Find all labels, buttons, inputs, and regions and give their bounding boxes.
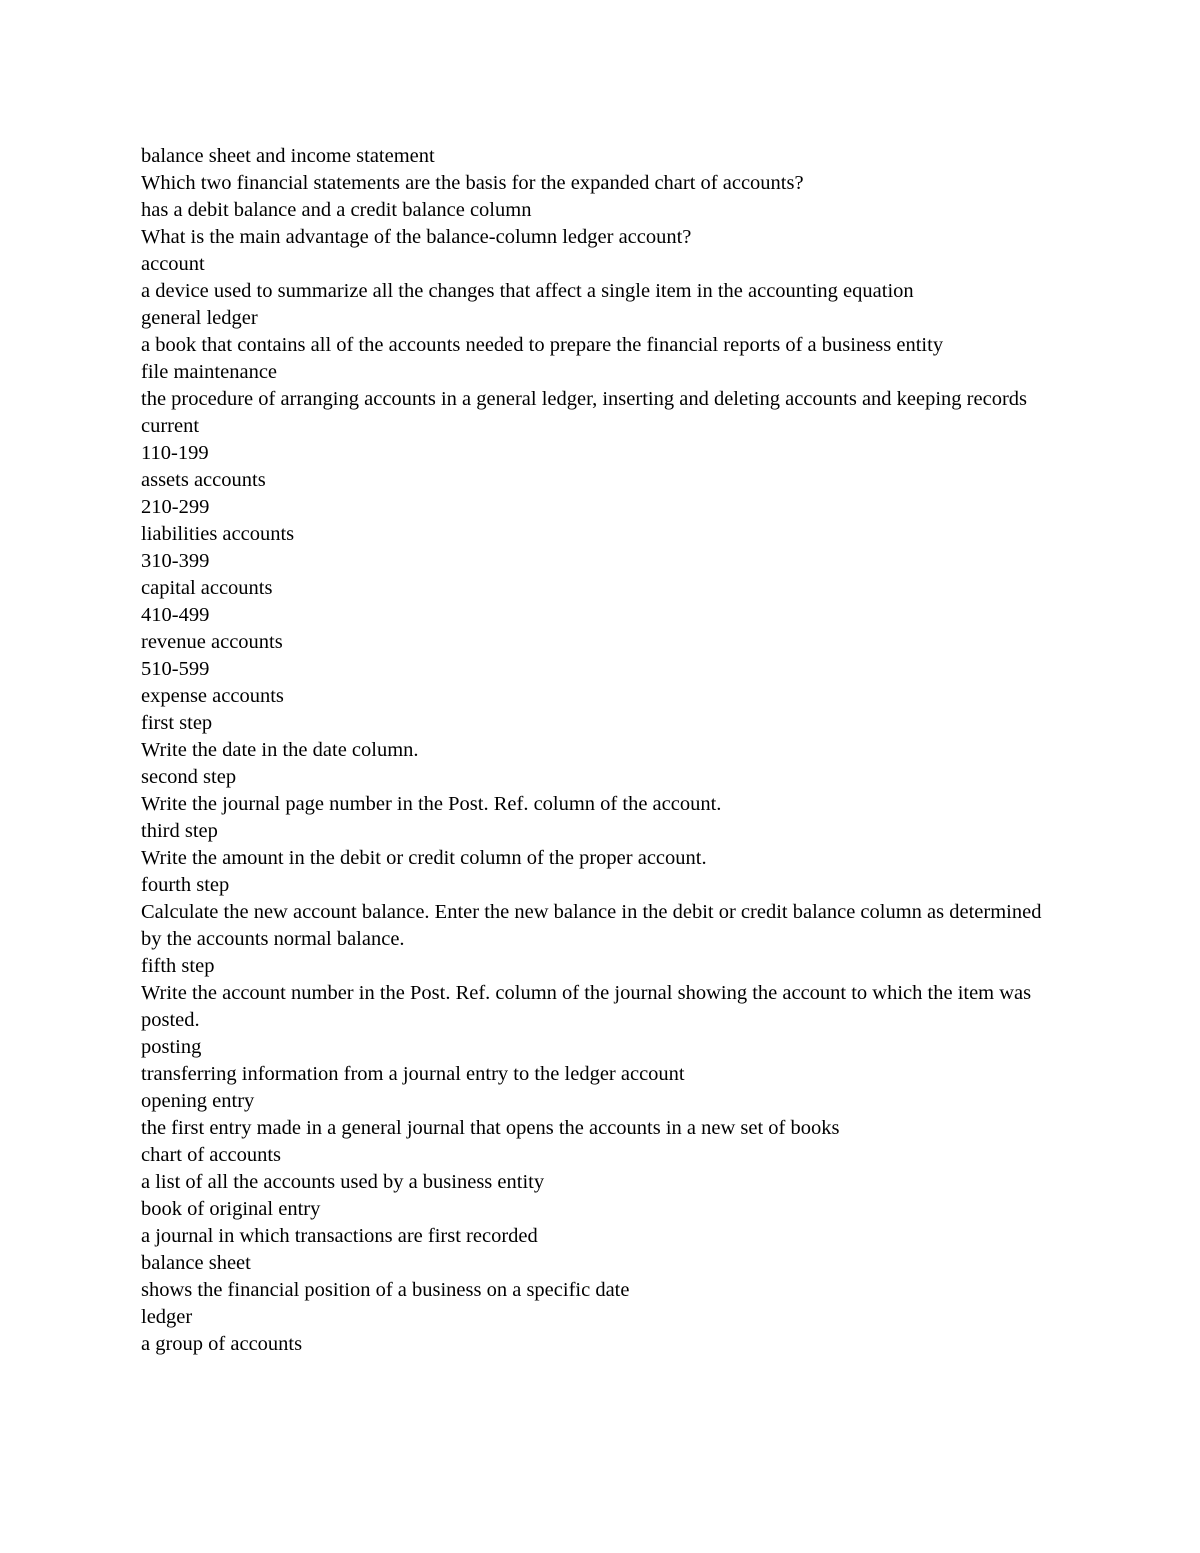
definition-line: Write the account number in the Post. Ref. column of the journal showing the account to which the item was posted. xyxy=(141,982,1032,1031)
term-line: ledger xyxy=(141,1306,193,1328)
term-line: fourth step xyxy=(141,874,230,896)
term-line: book of original entry xyxy=(141,1198,321,1220)
term-line: posting xyxy=(141,1036,202,1058)
definition-line: a journal in which transactions are first recorded xyxy=(141,1225,538,1247)
term-line: balance sheet and income statement xyxy=(141,145,435,167)
definition-line: a list of all the accounts used by a business entity xyxy=(141,1171,545,1193)
term-line: 310-399 xyxy=(141,550,210,572)
definition-line: assets accounts xyxy=(141,469,266,491)
definition-line: expense accounts xyxy=(141,685,284,707)
term-line: general ledger xyxy=(141,307,258,329)
definition-line: shows the financial position of a business on a specific date xyxy=(141,1279,630,1301)
term-line: 210-299 xyxy=(141,496,210,518)
definition-line: Write the journal page number in the Post. Ref. column of the account. xyxy=(141,793,722,815)
definition-line: revenue accounts xyxy=(141,631,283,653)
definition-line: capital accounts xyxy=(141,577,273,599)
definition-line: the procedure of arranging accounts in a general ledger, inserting and deleting accounts and keeping records current xyxy=(141,388,1028,437)
term-line: 110-199 xyxy=(141,442,209,464)
definition-line: transferring information from a journal entry to the ledger account xyxy=(141,1063,685,1085)
definition-line: a book that contains all of the accounts needed to prepare the financial reports of a business entity xyxy=(141,334,944,356)
term-line: 410-499 xyxy=(141,604,210,626)
term-line: account xyxy=(141,253,205,275)
definition-line: Calculate the new account balance. Enter the new balance in the debit or credit balance column as determined by the accounts normal balance. xyxy=(141,901,1042,950)
term-line: first step xyxy=(141,712,213,734)
term-line: third step xyxy=(141,820,218,842)
definition-line: a group of accounts xyxy=(141,1333,303,1355)
definition-line: liabilities accounts xyxy=(141,523,295,545)
term-line: has a debit balance and a credit balance column xyxy=(141,199,532,221)
term-line: second step xyxy=(141,766,237,788)
definition-line: Write the date in the date column. xyxy=(141,739,419,761)
definition-line: Write the amount in the debit or credit column of the proper account. xyxy=(141,847,707,869)
question-line: Which two financial statements are the basis for the expanded chart of accounts? xyxy=(141,172,804,194)
term-line: balance sheet xyxy=(141,1252,251,1274)
definition-line: a device used to summarize all the changes that affect a single item in the accounting equation xyxy=(141,280,914,302)
term-line: fifth step xyxy=(141,955,215,977)
question-line: What is the main advantage of the balance-column ledger account? xyxy=(141,226,692,248)
term-line: chart of accounts xyxy=(141,1144,282,1166)
term-line: file maintenance xyxy=(141,361,278,383)
term-line: opening entry xyxy=(141,1090,255,1112)
definition-line: the first entry made in a general journal that opens the accounts in a new set of books xyxy=(141,1117,840,1139)
document-body xyxy=(141,143,1051,1358)
term-line: 510-599 xyxy=(141,658,210,680)
